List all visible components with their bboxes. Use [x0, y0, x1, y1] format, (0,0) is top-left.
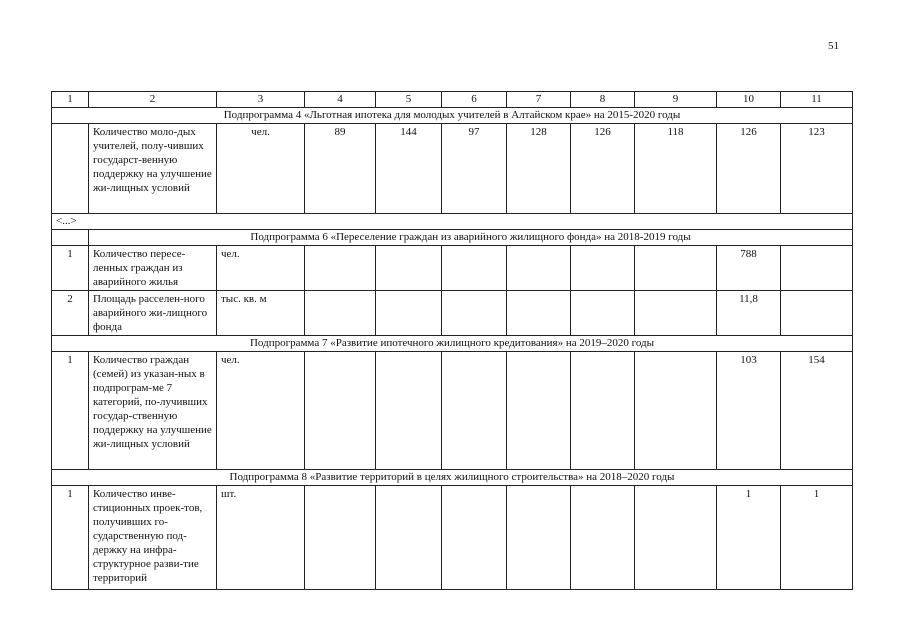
value-cell [635, 352, 717, 470]
table-row [52, 291, 853, 336]
value-cell: 97 [442, 124, 507, 214]
row-number: 1 [52, 246, 89, 291]
value-cell [635, 246, 717, 291]
value-cell [442, 291, 507, 336]
value-cell [376, 291, 442, 336]
indicator-description: Количество граждан (семей) из указан-ных в подпрограм-ме 7 категорий, по-лучивших государ-ственную поддержку на улучшение жи-лищных условий [89, 352, 217, 470]
value-cell [507, 352, 571, 470]
value-cell [305, 352, 376, 470]
value-cell: 154 [781, 352, 853, 470]
value-cell [376, 486, 442, 590]
value-cell [571, 352, 635, 470]
subprogram-title-row [52, 230, 853, 246]
value-cell [442, 486, 507, 590]
unit-cell: чел. [217, 124, 305, 214]
subprogram-title-row [52, 336, 853, 352]
header-cell: 11 [781, 92, 853, 108]
subprogram-4-title: Подпрограмма 4 «Льготная ипотека для молодых учителей в Алтайском крае» на 2015-2020 годы [52, 108, 853, 124]
subprogram-8-title: Подпрограмма 8 «Развитие территорий в целях жилищного строительства» на 2018–2020 годы [52, 470, 853, 486]
indicator-description: Количество инве-стиционных проек-тов, получивших го-сударственную под-держку на инфра-структурное разви-тие территорий [89, 486, 217, 590]
indicator-description: Площадь расселен-ного аварийного жи-лищного фонда [89, 291, 217, 336]
value-cell [442, 246, 507, 291]
value-cell: 788 [717, 246, 781, 291]
row-number: 1 [52, 486, 89, 590]
value-cell: 89 [305, 124, 376, 214]
value-cell: 1 [717, 486, 781, 590]
value-cell [781, 246, 853, 291]
value-cell [507, 291, 571, 336]
header-cell: 9 [635, 92, 717, 108]
value-cell [442, 352, 507, 470]
value-cell [571, 246, 635, 291]
header-cell: 2 [89, 92, 217, 108]
value-cell: 118 [635, 124, 717, 214]
table-row [52, 124, 853, 214]
value-cell: 128 [507, 124, 571, 214]
subprogram-title-row [52, 470, 853, 486]
value-cell [571, 291, 635, 336]
ellipsis-row [52, 214, 853, 230]
value-cell: 144 [376, 124, 442, 214]
value-cell [781, 291, 853, 336]
value-cell [507, 486, 571, 590]
header-cell: 5 [376, 92, 442, 108]
indicators-table [51, 91, 853, 590]
unit-cell: тыс. кв. м [217, 291, 305, 336]
value-cell [305, 246, 376, 291]
value-cell: 123 [781, 124, 853, 214]
ellipsis-marker: <...> [52, 214, 853, 230]
indicator-description: Количество пересе-ленных граждан из аварийного жилья [89, 246, 217, 291]
subprogram-6-title: Подпрограмма 6 «Переселение граждан из аварийного жилищного фонда» на 2018-2019 годы [89, 230, 853, 246]
indicator-description: Количество моло-дых учителей, полу-чивших государст-венную поддержку на улучшение жи-лищных условий [89, 124, 217, 214]
header-cell: 10 [717, 92, 781, 108]
value-cell: 11,8 [717, 291, 781, 336]
value-cell [376, 352, 442, 470]
value-cell: 126 [717, 124, 781, 214]
value-cell: 126 [571, 124, 635, 214]
empty-cell [52, 230, 89, 246]
header-cell: 8 [571, 92, 635, 108]
row-number: 1 [52, 352, 89, 470]
value-cell: 103 [717, 352, 781, 470]
header-row [52, 92, 853, 108]
header-cell: 7 [507, 92, 571, 108]
row-number [52, 124, 89, 214]
value-cell [376, 246, 442, 291]
table-row [52, 486, 853, 590]
value-cell [305, 291, 376, 336]
value-cell [571, 486, 635, 590]
unit-cell: чел. [217, 246, 305, 291]
header-cell: 6 [442, 92, 507, 108]
unit-cell: шт. [217, 486, 305, 590]
header-cell: 1 [52, 92, 89, 108]
table-row [52, 246, 853, 291]
value-cell: 1 [781, 486, 853, 590]
unit-cell: чел. [217, 352, 305, 470]
value-cell [635, 486, 717, 590]
table-row [52, 352, 853, 470]
header-cell: 3 [217, 92, 305, 108]
page-number: 51 [828, 40, 839, 52]
header-cell: 4 [305, 92, 376, 108]
row-number: 2 [52, 291, 89, 336]
subprogram-7-title: Подпрограмма 7 «Развитие ипотечного жилищного кредитования» на 2019–2020 годы [52, 336, 853, 352]
value-cell [305, 486, 376, 590]
value-cell [507, 246, 571, 291]
subprogram-title-row [52, 108, 853, 124]
value-cell [635, 291, 717, 336]
